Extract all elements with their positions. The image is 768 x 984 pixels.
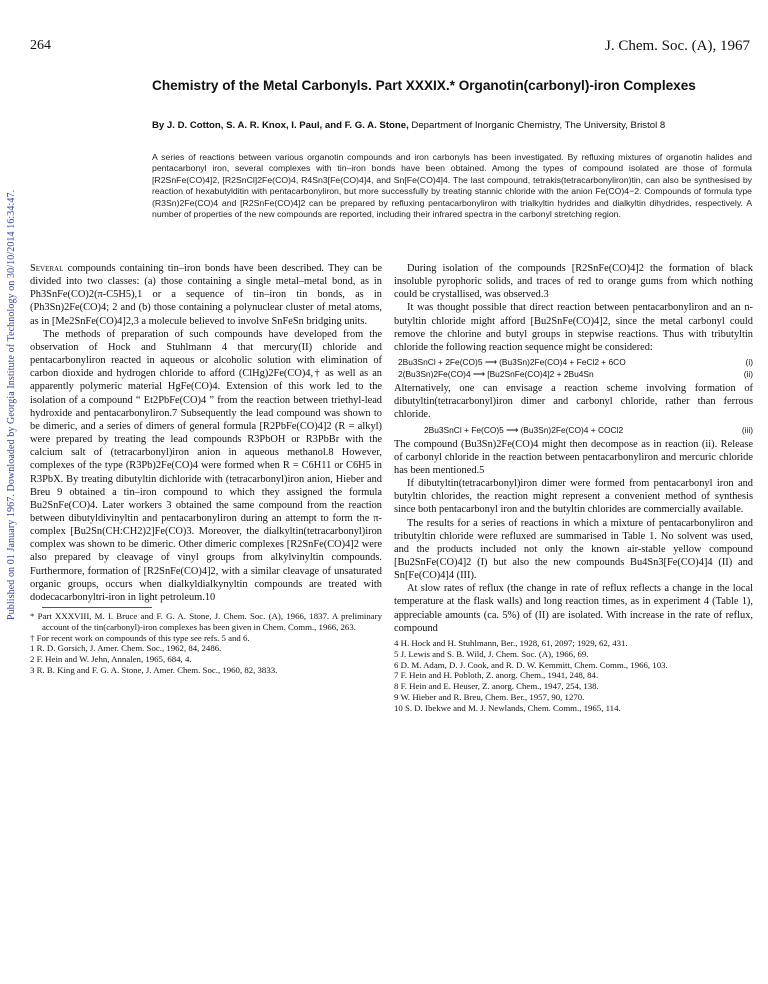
footnote-divider — [42, 607, 152, 608]
footnote: 5 J. Lewis and S. B. Wild, J. Chem. Soc. (A), 1966, 69. — [394, 648, 589, 659]
left-column — [30, 262, 382, 676]
footnote: 2 F. Hein and W. Jehn, Annalen, 1965, 684, 4. — [30, 654, 192, 665]
footnote: 7 F. Hein and H. Pobloth, Z. anorg. Chem., 1941, 248, 84. — [394, 670, 599, 681]
footnote: 10 S. D. Ibekwe and M. J. Newlands, Chem. Comm., 1965, 114. — [394, 702, 621, 713]
author-affiliation: Department of Inorganic Chemistry, The University, Bristol 8 — [411, 120, 666, 131]
paragraph: At slow rates of reflux (the change in rate of reflux reflects a change in the local temperature at the flask walls) and long reaction times, as in experiment 4 (Table 1), appreciable amounts (ca. 5%) of (II) are isolated. With increase in the rate of reflux, compound — [394, 583, 753, 634]
lead-word: Several — [30, 263, 64, 274]
footnote: * Part XXXVIII, M. I. Bruce and F. G. A. Stone, J. Chem. Soc. (A), 1966, 1837. A preliminary account of the tin(carbonyl)-iron complexes has been given in Chem. Comm., 1966, 263. — [30, 611, 382, 632]
footnotes-left — [30, 611, 382, 676]
paragraph: If dibutyltin(tetracarbonyl)iron dimer were formed from pentacarbonyl iron and butyltin chlorides, the reaction might represent a convenient method of synthesis since both pentacarbonyl iron and the butyltin chlorides are commercially available. — [394, 478, 753, 516]
equation — [394, 356, 753, 368]
footnote: 8 F. Hein and E. Heuser, Z. anorg. Chem., 1947, 254, 138. — [394, 681, 599, 692]
paragraph: During isolation of the compounds [R2SnFe(CO)4]2 the formation of black insoluble pyrophoric solids, and traces of red to orange gums from which nothing could be crystallised, was observed.3 — [394, 263, 753, 301]
equation-text: 2(Bu3Sn)2Fe(CO)4 ⟶ [Bu2SnFe(CO)4]2 + 2Bu4Sn — [398, 369, 594, 380]
equation-label: (iii) — [741, 424, 753, 435]
paragraph: The results for a series of reactions in which a mixture of pentacarbonyliron and tributyltin chloride were refluxed are summarised in Table 1. No solvent was used, and the products included not only the known air-stable yellow compound [Bu2SnFe(CO)4]2 (I) but also the new compounds Bu4Sn3[Fe(CO)4]4 (II) and Sn[Fe(CO)4]4 (III). — [394, 517, 753, 582]
equation-block — [394, 356, 753, 380]
paragraph: The methods of preparation of such compounds have developed from the observation of Hock and Stuhlmann 4 that mercury(II) chloride and pentacarbonyliron reacted in aqueous or alcoholic solution with elimination of carbon dioxide and hydrogen chloride to afford (ClHg)2Fe(CO)4,† as well as an apparently polymeric material HgFe(CO)4. Extension of this work led to the isolation of a compound “ Et2PbFe(CO)4 ” from the reaction between triethyl-lead hydroxide and pentacarbonyliron.7 Subsequently the lead compound was shown to be dimeric, and a series of dimers of general formula [R2PbFe(CO)4]2 (R = alkyl) were prepared by treating the lead compounds R3PbOH or R3PbBr with the calcium salt of (tetracarbonyl)iron anion in aqueous methanol.8 However, complexes of the type (R3Pb)2Fe(CO)4 were formed when R = C6H11 or C6H5 in R3PbX. By treating dibutyltin dichloride with (tetracarbonyl)iron anion, Hieber and Breu 9 obtained a tin–iron compound to which they assigned the formula Bu2SnFe(CO)4. Later workers 3 obtained the same compound from the reaction between dibutyldivinyltin and pentacarbonyliron during an attempt to form the π-complex [Bu2Sn(CH:CH2)2]Fe(CO)3. Moreover, the dialkyltin(tetracarbonyl)iron complex was shown to be dimeric. Other dimeric complexes [R2SnFe(CO)4]2 were also prepared by cleavage of vinyl groups from alkylvinyltin compounds. Furthermore, formation of [R2SnFe(CO)4]2, with a similar cleavage of unsaturated organic groups, occurs when dialkyldialkynyltin compounds are treated with dodecacarbonyltri-iron in light petroleum.10 — [30, 328, 382, 603]
equation-block — [394, 424, 753, 436]
paragraph: It was thought possible that direct reaction between pentacarbonyliron and an n-butyltin chloride might afford [Bu2SnFe(CO)4]2, since the metal carbonyl could remove the chlorine and butyl groups in stepwise reactions. Thus with tributyltin chloride the following reaction sequence might be considered: — [394, 302, 753, 353]
footnote: 3 R. B. King and F. G. A. Stone, J. Amer. Chem. Soc., 1960, 82, 3833. — [30, 665, 278, 676]
equation-label: (i) — [745, 357, 753, 368]
publication-stamp: Published on 01 January 1967. Downloaded by Georgia Institute of Technology on 30/10/2014 16:34:47. — [6, 189, 17, 620]
page-number: 264 — [30, 38, 51, 53]
paragraph-text: compounds containing tin–iron bonds have been described. They can be divided into two classes: (a) those containing a single metal–metal bond, as in Ph3SnFe(CO)2(π-C5H5),1 or a sequence of tin–iron tin bonds, as in (Ph3Sn)2Fe(CO)4; 2 and (b) those containing a polynuclear cluster of metal atoms, as in [Me2SnFe(CO)4]2,3 a molecule believed to involve SnFeSn bridging units. — [30, 263, 382, 327]
author-names: By J. D. Cotton, S. A. R. Knox, I. Paul, and F. G. A. Stone, — [152, 120, 409, 131]
paragraph: The compound (Bu3Sn)2Fe(CO)4 might then decompose as in reaction (ii). Release of carbonyl chloride in the reaction between pentacarbonyliron and mercuric chloride has been mentioned.5 — [394, 438, 753, 476]
footnote: 9 W. Hieber and R. Breu, Chem. Ber., 1957, 90, 1270. — [394, 691, 585, 702]
footnote: 6 D. M. Adam, D. J. Cook, and R. D. W. Kemmitt, Chem. Comm., 1966, 103. — [394, 659, 668, 670]
equation-text: 2Bu3SnCl + Fe(CO)5 ⟶ (Bu3Sn)2Fe(CO)4 + COCl2 — [424, 424, 624, 435]
abstract: A series of reactions between various organotin compounds and iron carbonyls has been investigated. By refluxing mixtures of organotin halides and pentacarbonyl iron, several complexes with tin–iron bonds have been obtained. Among the types of compound isolated are those of formula [R2SnFe(CO)4]2, [R2SnCl]2Fe(CO)4, R4Sn3[Fe(CO)4]4, and Sn[Fe(CO)4]4. The last compound, tetrakis(tetracarbonyliron)tin, can also be synthesised by reaction of hexabutylditin with pentacarbonyliron, but more successfully by treating stannic chloride with the anion Fe(CO)4−2. Compounds of formula type (R3Sn)2Fe(CO)4 and [R2SnFe(CO)4]2 can be prepared by refluxing pentacarbonyliron with trialkyltin hydrides and dialkyltin dihydrides, respectively. A number of properties of the new compounds are reported, including their infrared spectra in the carbonyl stretching region. — [152, 152, 752, 220]
footnote: 1 R. D. Gorsich, J. Amer. Chem. Soc., 1962, 84, 2486. — [30, 643, 222, 654]
footnote: † For recent work on compounds of this type see refs. 5 and 6. — [30, 632, 250, 643]
right-column — [394, 262, 753, 713]
equation — [394, 424, 753, 436]
equation-text: 2Bu3SnCl + 2Fe(CO)5 ⟶ (Bu3Sn)2Fe(CO)4 + FeCl2 + 6CO — [398, 357, 626, 368]
paragraph: Alternatively, one can envisage a reaction scheme involving formation of dibutyltin(tetracarbonyl)iron dimer and carbonyl chloride, rather than ferrous chloride. — [394, 383, 753, 421]
footnotes-right — [394, 638, 753, 714]
journal-reference: J. Chem. Soc. (A), 1967 — [605, 38, 750, 54]
equation-label: (ii) — [743, 369, 753, 380]
equation — [394, 368, 753, 380]
author-line — [152, 120, 758, 132]
footnote: 4 H. Hock and H. Stuhlmann, Ber., 1928, 61, 2097; 1929, 62, 431. — [394, 637, 628, 648]
paragraph — [30, 262, 382, 328]
article-title: Chemistry of the Metal Carbonyls. Part XXXIX.* Organotin(carbonyl)-iron Complexes — [152, 78, 696, 93]
